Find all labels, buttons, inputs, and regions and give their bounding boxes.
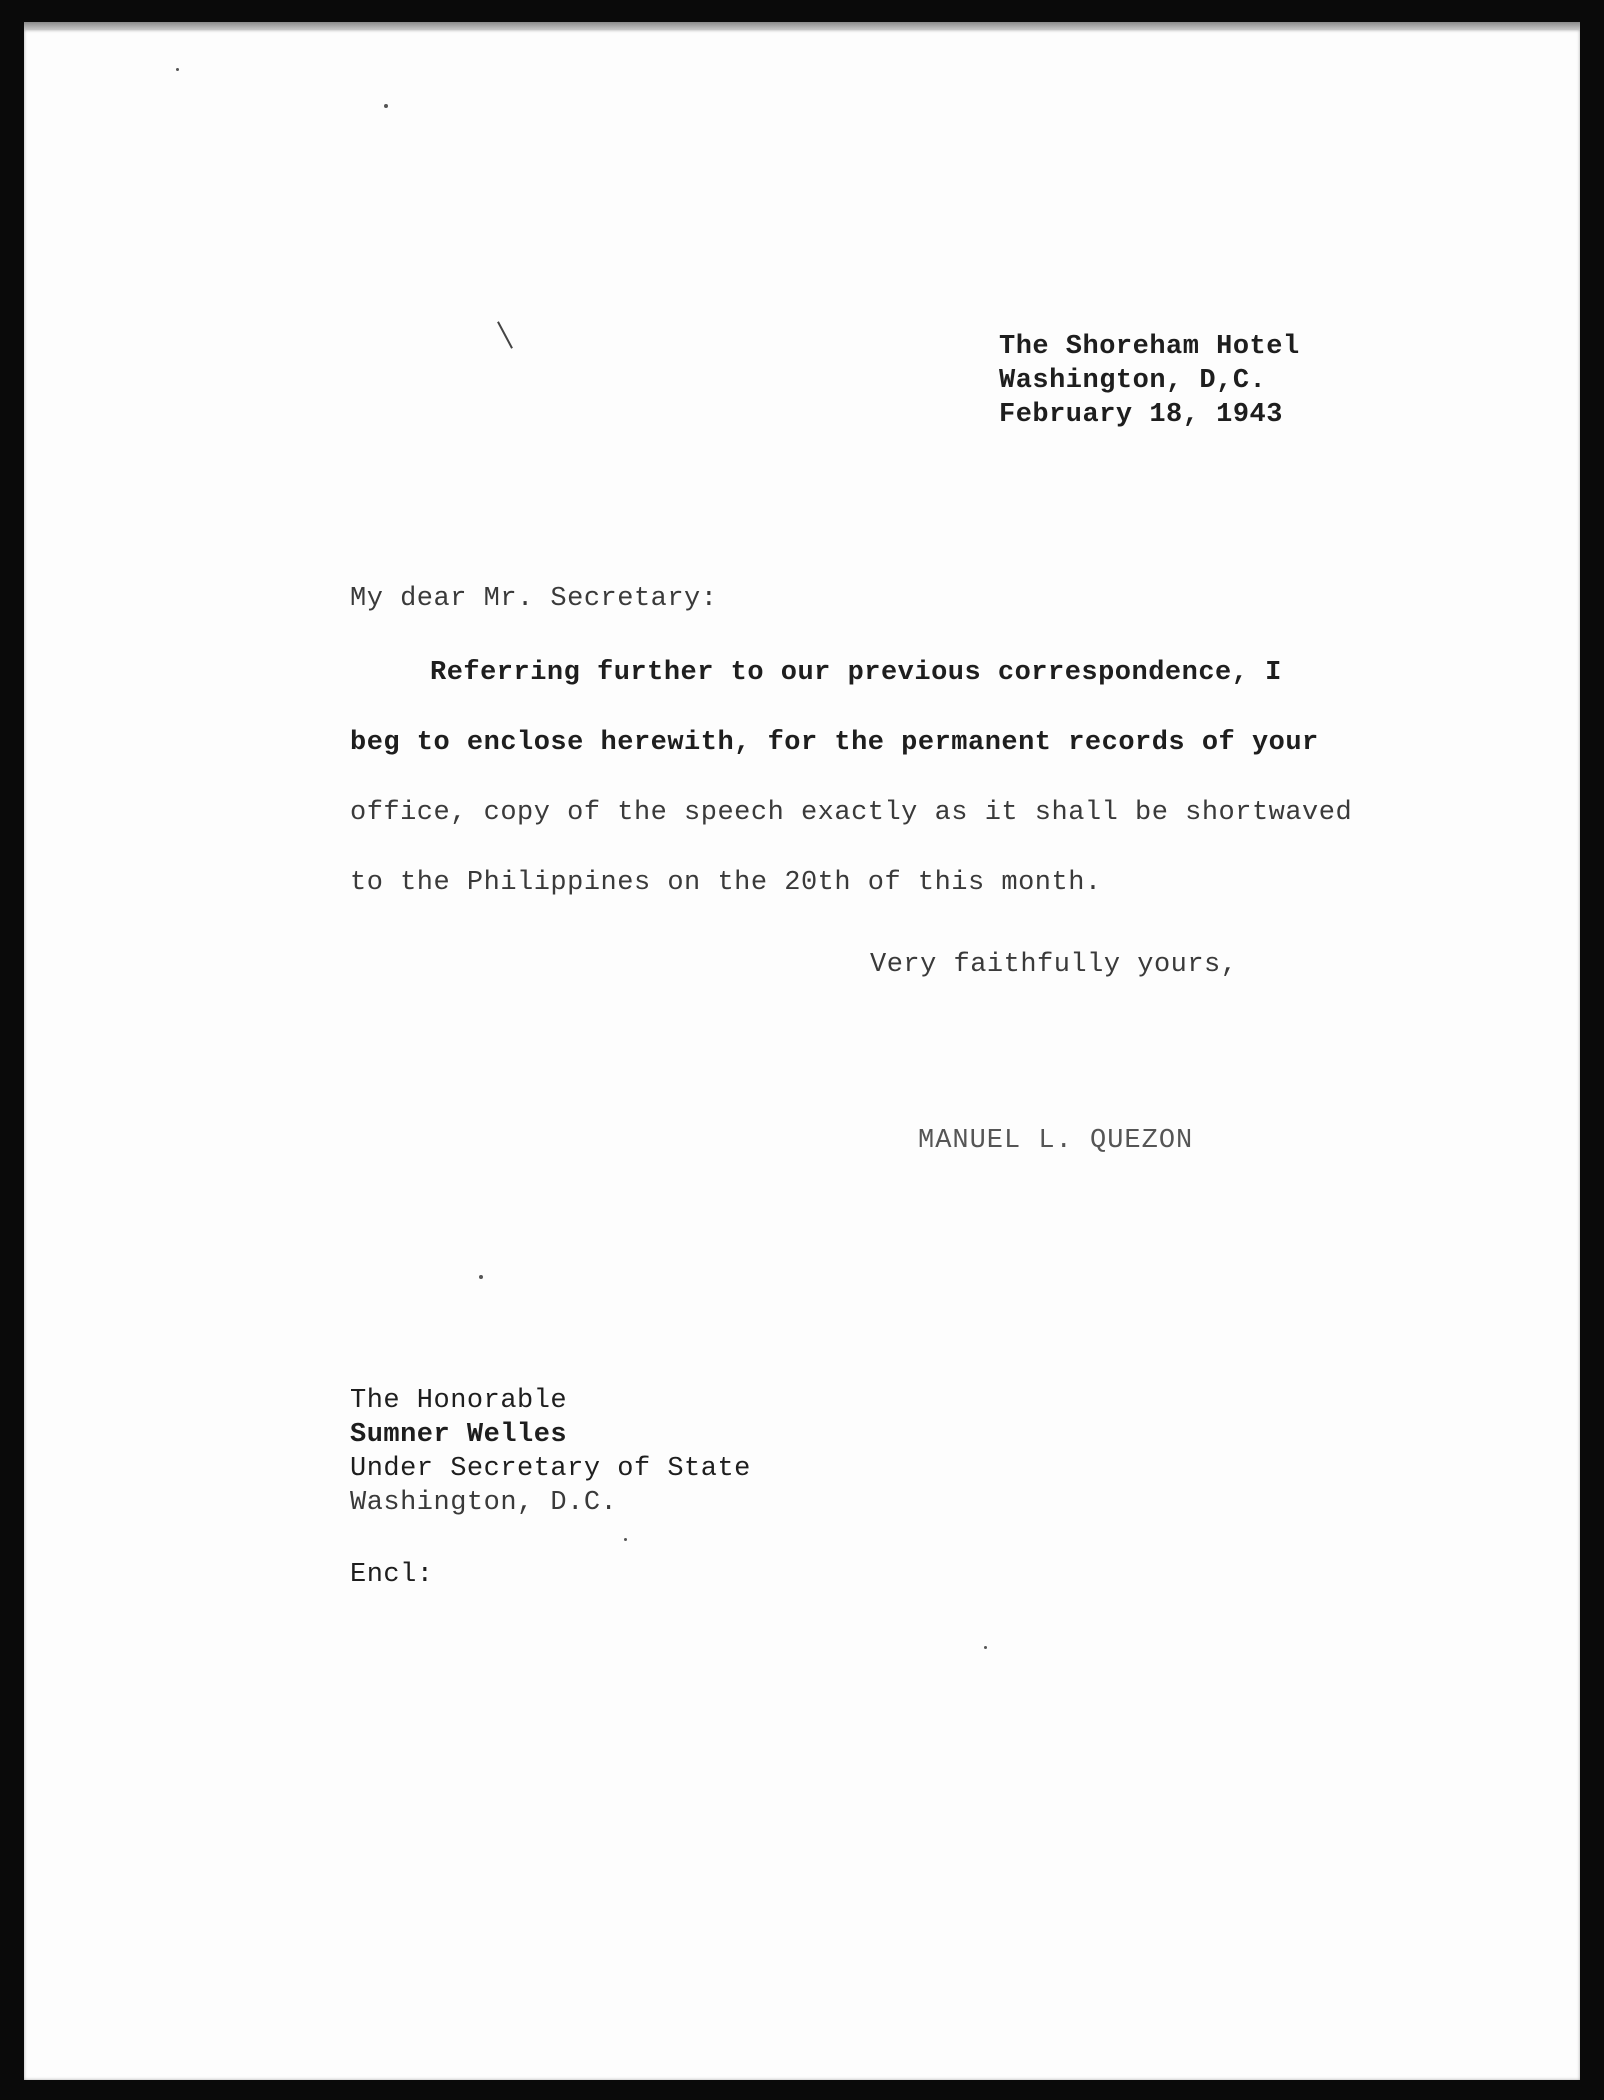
body-line: beg to enclose herewith, for the permanent records of your (350, 728, 1319, 758)
letterhead-location: The Shoreham Hotel (999, 332, 1300, 362)
body-line: office, copy of the speech exactly as it shall be shortwaved (350, 798, 1353, 828)
pen-mark (497, 321, 513, 348)
letter-page (24, 30, 1580, 2080)
paper-speck (984, 1646, 987, 1649)
recipient-line: Washington, D.C. (350, 1488, 618, 1518)
paper-speck (479, 1275, 483, 1279)
paper-speck (624, 1538, 627, 1541)
paper-speck (176, 68, 179, 71)
body-line: to the Philippines on the 20th of this month. (350, 868, 1102, 898)
closing: Very faithfully yours, (870, 950, 1238, 980)
enclosure-note: Encl: (350, 1560, 434, 1590)
recipient-line: The Honorable (350, 1386, 568, 1416)
paper-speck (384, 104, 388, 108)
typed-signature: MANUEL L. QUEZON (918, 1126, 1194, 1156)
recipient-line: Under Secretary of State (350, 1454, 751, 1484)
salutation: My dear Mr. Secretary: (350, 584, 718, 614)
letterhead-city: Washington, D,C. (999, 366, 1267, 396)
body-line: Referring further to our previous correspondence, I (430, 658, 1282, 688)
recipient-line: Sumner Welles (350, 1420, 568, 1450)
letter-date: February 18, 1943 (999, 400, 1283, 430)
